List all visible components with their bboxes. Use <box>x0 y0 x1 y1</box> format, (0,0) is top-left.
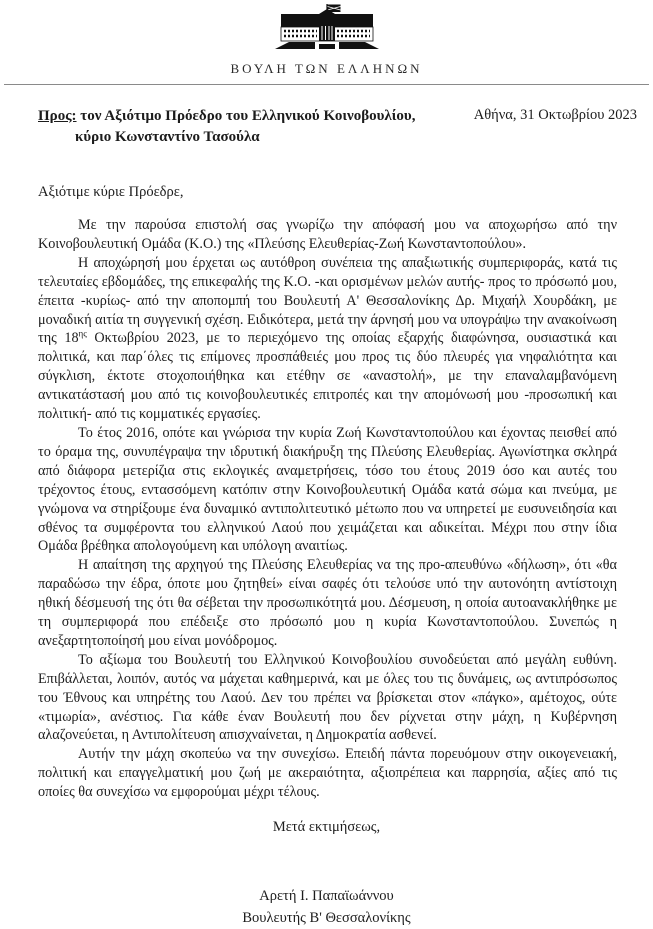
paragraph-3: Το έτος 2016, οπότε και γνώρισα την κυρία Ζωή Κωνσταντοπούλου και έχοντας πεισθεί από το όραμα της, συνυπέγραψα την ιδρυτική διακήρυξη της Πλεύσης Ελευθερίας. Αγωνίστηκα σκληρά από διάφορα μετερίζια στις εκλογικές αναμετρήσεις, τόσο του έτους 2019 όσο και αυτές του τρέχοντος έτους, εντασσόμενη κατόπιν στην Κοινοβουλευτική Ομάδα κατά σώμα και πνεύμα, με γνώμονα να στηρίξουμε ένα δυναμικό αντιπολιτευτικό μέτωπο που να υπηρετεί με ευσυνειδησία και σθένος τα συμφέροντα του ελληνικού Λαού που χειμάζεται και αδικείται. Μέχρι που στην ίδια Ομάδα βρέθηκα απολογούμενη και υπόλογη αναιτίως. <box>38 424 617 555</box>
recipient-row <box>38 106 637 148</box>
paragraph-6: Αυτήν την μάχη σκοπεύω να την συνεχίσω. Επειδή πάντα πορευόμουν στην οικογενειακή, πολιτική και επαγγελματική μου ζωή με ακεραιότητα, αξιοπρέπεια και παρρησία, αξίες από τις οποίες θα συνεχίσω να εμφορούμαι μέχρι τέλους. <box>38 746 617 801</box>
recipient-line2: κύριο Κωνσταντίνο Τασούλα <box>75 129 260 145</box>
recipient-line1 <box>38 106 415 127</box>
paragraph-5: Το αξίωμα του Βουλευτή του Ελληνικού Κοινοβουλίου συνοδεύεται από μεγάλη ευθύνη. Επιβάλλεται, λοιπόν, αυτός να μάχεται καθημερινά, και με όλες του τις δυνάμεις, ως αντιπρόσωπος του Έθνους και υπηρέτης του Λαού. Δεν του πρέπει να βρίσκεται στον «πάγκο», αμέτοχος, ούτε «τιμωρία», ανέστιος. Για κάθε έναν Βουλευτή που δεν ρίχνεται στην μάχη, η Κυβέρνηση αλαζονεύεται, η Αντιπολίτευση απισχναίνεται, η Δημοκρατία ασθενεί. <box>38 651 617 744</box>
paragraph-2-text-b: Οκτωβρίου 2023, με το περιεχόμενο της οποίας εξαρχής διαφώνησα, ουσιαστικά και πολιτικά, και παρ΄όλες τις επίμονες προσπάθειές μου προς τις δύο πλευρές για νηφαλιότητα και σύγκλιση, έκτοτε στοχοποιήθηκα και ετέθην σε «αναστολή», με την επαναλαμβανόμενη αντικατάστασή μου από τις κοινοβουλευτικές επιτροπές και την απομόνωσή μου -προσωπική και πολιτική- από τις κομματικές εργασίες. <box>38 330 617 423</box>
letterhead <box>0 0 653 77</box>
header-divider <box>4 84 649 85</box>
signature-name: Αρετή Ι. Παπαϊωάννου <box>259 888 394 905</box>
recipient-block <box>38 106 415 148</box>
signature-title: Βουλευτής Β' Θεσσαλονίκης <box>242 910 411 927</box>
dateline: Αθήνα, 31 Οκτωβρίου 2023 <box>473 107 637 123</box>
signature-block <box>0 885 653 929</box>
paragraph-1: Με την παρούσα επιστολή σας γνωρίζω την απόφασή μου να αποχωρήσω από την Κοινοβουλευτική Ομάδα (Κ.Ο.) της «Πλεύσης Ελευθερίας-Ζωή Κωνσταντοπούλου». <box>38 217 617 252</box>
date-ordinal-superscript: ης <box>78 328 87 339</box>
org-name: ΒΟΥΛΗ ΤΩΝ ΕΛΛΗΝΩΝ <box>230 61 423 76</box>
paragraph-2-text-a: Η αποχώρησή μου έρχεται ως αυτόθροη συνέπεια της απαξιωτικής συμπεριφοράς, κατά τις τελευταίες εβδομάδες, της επικεφαλής της Κ.Ο. -και ορισμένων μελών αυτής- προς το πρόσωπό μου, έπειτα -κυρίως- από την αποπομπή του Βουλευτή Α' Θεσσαλονίκης Δρ. Μιχαήλ Χουρδάκη, με μοναδική αιτία τη συγγενική σχέση. Ειδικότερα, μετά την άρνησή μου να υπογράψω την ανακοίνωση της 18 <box>38 254 617 347</box>
paragraph-2 <box>38 254 617 424</box>
closing-formula: Μετά εκτιμήσεως, <box>272 819 381 836</box>
salutation: Αξιότιμε κύριε Πρόεδρε, <box>38 184 184 200</box>
recipient-label: Προς: <box>38 108 77 124</box>
recipient-line1-text: τον Αξιότιμο Πρόεδρο του Ελληνικού Κοινοβουλίου, <box>76 108 416 124</box>
paragraph-4: Η απαίτηση της αρχηγού της Πλεύσης Ελευθερίας να της προ-απευθύνω «δήλωση», ότι «θα παραδώσω την έδρα, όποτε μου ζητηθεί» είναι σαφές ότι τελούσε υπό την αυτονόητη αντίστοιχη ηθική δέσμευσή της ότι θα σέβεται την προσωπικότητά μου. Δέσμευση, η οποία αυτοανακλήθηκε με τη συμπεριφορά που επέδειξε στο πρόσωπό μου η κυρία Κωνσταντοπούλου. Συνεπώς η ανεξαρτητοποίησή μου είναι μονόδρομος. <box>38 557 617 649</box>
letter-body <box>38 216 617 802</box>
parliament-building-icon <box>271 4 383 59</box>
